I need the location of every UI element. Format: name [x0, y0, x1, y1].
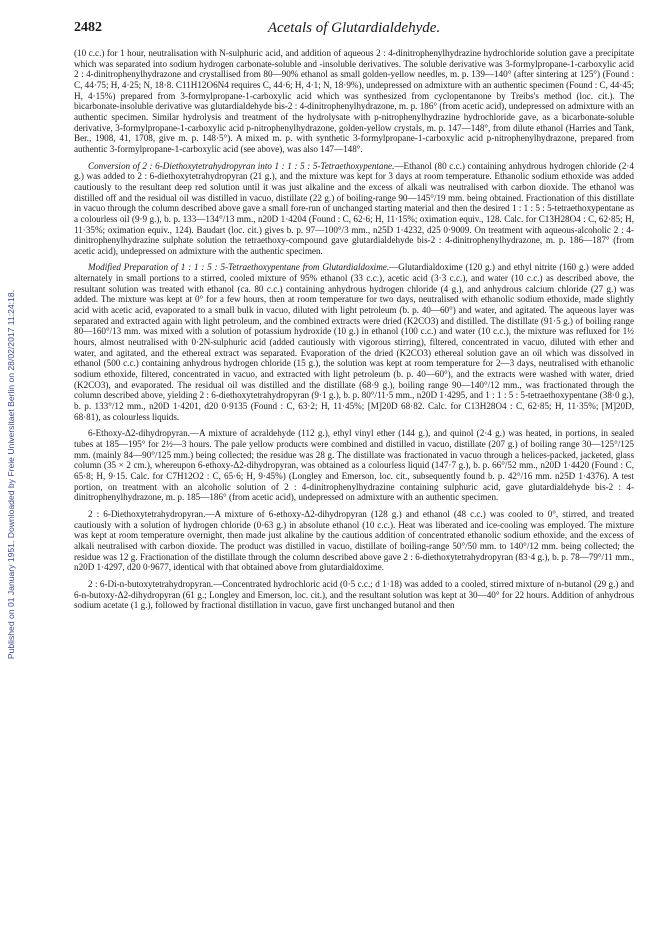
- paragraph-title: Conversion of 2 : 6-Diethoxytetrahydropyran into 1 : 1 : 5 : 5-Tetraethoxypentane.: [88, 160, 395, 171]
- running-title: Acetals of Glutardialdehyde.: [267, 20, 441, 36]
- paragraph-title: 6-Ethoxy-Δ2-dihydropyran.: [88, 428, 190, 439]
- paragraph-ethoxy-dihydropyran: [74, 428, 634, 503]
- paragraph-diethoxytetrahydropyran: [74, 509, 634, 573]
- paragraph-text: —Ethanol (80 c.c.) containing anhydrous hydrogen chloride (2·4 g.) was added to 2 : 6-diethoxytetrahydropyran (21 g.), and the mixture was kept for 3 days at room temperature. Ethanolic sodium ethoxide was added cautiously to the resultant deep red solution until it was just alkaline and the excess of alkali was neutralised with carbon dioxide. The ethanol was distilled off and the residual oil was distilled in vacuo, distillate (22 g.) of boiling-range 90—145°/19 mm. being obtained. Fractionation of this distillate in vacuo through the column described above gave a small fore-run of unchanged starting material and then the desired 1 : 1 : 5 : 5-tetraethoxypentane as a colourless oil (9·9 g.), b. p. 133—134°/13 mm., n20D 1·4204 (Found : C, 62·6; H, 11·15%; oximation equiv., 128. Calc. for C13H28O4 : C, 62·85; H, 11·35%; oximation equiv., 124). Baudart (loc. cit.) gives b. p. 97—100°/3 mm., n25D 1·4232, d25 0·9009. On treatment with aqueous-alcoholic 2 : 4-dinitrophenylhydrazine sulphate solution the tetraethoxy-compound gave glutardialdehyde bis-2 : 4-dinitrophenylhydrazone, m. p. 186—187° (from acetic acid), undepressed on admixture with the authentic specimen.: [74, 160, 634, 256]
- paragraph-conversion: [74, 161, 634, 257]
- paragraph-dibutoxytetrahydropyran: [74, 579, 634, 611]
- page-number: 2482: [74, 20, 102, 35]
- paragraph-modified-preparation: [74, 262, 634, 422]
- paragraph-text: (10 c.c.) for 1 hour, neutralisation with N-sulphuric acid, and addition of aqueous 2 : 4-dinitrophenylhydrazine hydrochloride solution gave a precipitate which was separated into sodium hydrogen carbonate-soluble and -insoluble derivatives. The soluble derivative was 3-formylpropane-1-carboxylic acid 2 : 4-dinitrophenylhydrazone and crystallised from 80—90% ethanol as small golden-yellow needles, m. p. 139—140° (after sintering at 125°) (Found : C, 44·75; H, 4·25; N, 18·8. C11H12O6N4 requires C, 44·6; H, 4·1; N, 18·9%), undepressed on admixture with an authentic specimen (Found : C, 44·45; H, 4·15%) prepared from 3-formylpropane-1-carboxylic acid which was synthesized from cyclopentanone by Treibs's method (loc. cit.). The bicarbonate-insoluble derivative was glutardialdehyde bis-2 : 4-dinitrophenylhydrazone, m. p. 186° (from acetic acid), undepressed on admixture with an authentic specimen. Similar hydrolysis and treatment of the hydrolysate with p-nitrophenylhydrazine hydrochloride gave, as a bicarbonate-soluble derivative, 3-formylpropane-1-carboxylic acid p-nitrophenylhydrazone, golden-yellow crystals, m. p. 147—148°, from dilute ethanol (Harries and Tank, Ber., 1908, 41, 1708, give m. p. 148·5°). A mixed m. p. with synthetic 3-formylpropane-1-carboxylic acid p-nitrophenylhydrazone, prepared from authentic 3-formylpropane-1-carboxylic acid (see above), was also 147—148°.: [74, 48, 635, 154]
- paragraph-text: —Glutardialdoxime (120 g.) and ethyl nitrite (160 g.) were added alternately in small portions to a stirred, cooled mixture of 95% ethanol (33 c.c.), acetic acid (3·3 c.c.), and water (10 c.c.) as described above, the resultant solution was treated with ethanol (ca. 80 c.c.) containing anhydrous hydrogen chloride (4 g.), and anhydrous calcium chloride (27 g.) was added. The mixture was kept at 0° for a few hours, then at room temperature for two days, neutralised with ethanolic sodium ethoxide, made slightly acid with acetic acid, evaporated to a small bulk in vacuo, diluted with light petroleum (b. p. 40—60°) and water, and agitated. The aqueous layer was separated and extracted again with light petroleum, and the combined extracts were dried (K2CO3) and distilled. The distillate (91·5 g.) of boiling range 80—160°/13 mm. was mixed with a solution of potassium hydroxide (10 g.) in ethanol (100 c.c.) and water (10 c.c.), the mixture was refluxed for 1½ hours, almost neutralised with 0·2N-sulphuric acid (added cautiously with vigorous stirring), filtered, concentrated in vacuo, diluted with ether and water, and agitated, and the ethereal extract was separated. Evaporation of the dried (K2CO3) ethereal solution gave an oil which was dissolved in ethanol (500 c.c.) containing anhydrous hydrogen chloride (15 g.), the solution was kept at room temperature for 2—3 days, neutralised with ethanolic sodium ethoxide, filtered, concentrated in vacuo, and extracted with light petroleum (b. p. 40—60°), and the extracts were washed with water, dried (K2CO3), and evaporated. The residual oil was distilled and the distillate (68·9 g.), boiling range 90—140°/12 mm., was fractionated through the column described above, yielding 2 : 6-diethoxytetrahydropyran (9·1 g.), b. p. 80°/11·5 mm., n20D 1·4295, and 1 : 1 : 5 : 5-tetraethoxypentane (38·0 g.), b. p. 133°/12 mm., n20D 1·4201, d20 0·9135 (Found : C, 63·2; H, 11·45%; [M]20D 68·82. Calc. for C13H28O4 : C, 62·85; H, 11·35%; [M]20D, 68·81), as colourless liquids.: [74, 262, 634, 422]
- download-notice-text: Published on 01 January 1951. Downloaded by Freie Universitaet Berlin on 28/02/2017 11:24:18.: [6, 290, 16, 660]
- paragraph-text: —A mixture of 6-ethoxy-Δ2-dihydropyran (128 g.) and ethanol (48 c.c.) was cooled to 0°, stirred, and treated cautiously with a solution of hydrogen chloride (0·63 g.) in absolute ethanol (10 c.c.). Heat was liberated and ice-cooling was employed. The mixture was kept at room temperature overnight, then made just alkaline by the cautious addition of concentrated ethanolic sodium ethoxide, and the excess of alkali neutralised with carbon dioxide. The product was distilled in vacuo, distillate of boiling-range 50°/50 mm. to 140°/12 mm. being collected; the residue was 12 g. Fractionation of the distillate through the column described above gave 2 : 6-diethoxytetrahydropyran (83·4 g.), b. p. 78—79°/11 mm., n20D 1·4297, d20 0·9677, identical with that obtained above from glutardialdoxime.: [74, 508, 634, 573]
- paragraph-title: 2 : 6-Diethoxytetrahydropyran.: [88, 508, 206, 519]
- paragraph-hydrolysis-derivatives: [74, 48, 634, 155]
- paragraph-title: Modified Preparation of 1 : 1 : 5 : 5-Tetraethoxypentane from Glutardialdoxime.: [88, 262, 390, 273]
- download-notice-sidebar: [4, 130, 18, 820]
- page-header: [74, 20, 634, 40]
- paragraph-text: —A mixture of acraldehyde (112 g.), ethyl vinyl ether (144 g.), and quinol (2·4 g.) was heated, in portions, in sealed tubes at 185—195° for 2½—3 hours. The pale yellow products were combined and distilled in vacuo, distillate (207 g.) of boiling range 30—125°/125 mm. (mainly 84—90°/125 mm.) being collected; the residue was 28 g. The distillate was fractionated in vacuo through a helices-packed, jacketed, glass column (35 × 2 cm.), whereupon 6-ethoxy-Δ2-dihydropyran, was obtained as a colourless liquid (147·7 g.), b. p. 66°/52 mm., n20D 1·4420 (Found : C, 65·8; H, 9·15. Calc. for C7H12O2 : C, 65·6; H, 9·45%) (Longley and Emerson, loc. cit., subsequently found b. p. 42°/16 mm. n25D 1·4376). A test portion, on treatment with an alcoholic solution of 2 : 4-dinitrophenylhydrazine containing sulphuric acid, gave glutardialdehyde bis-2 : 4-dinitrophenylhydrazone, m. p. 185—186° (from acetic acid), undepressed on admixture with an authentic specimen.: [74, 428, 634, 503]
- paragraph-title: 2 : 6-Di-n-butoxytetrahydropyran.: [88, 578, 214, 589]
- paragraph-text: —Concentrated hydrochloric acid (0·5 c.c.; d 1·18) was added to a cooled, stirred mixture of n-butanol (29 g.) and 6-n-butoxy-Δ2-dihydropyran (61 g.; Longley and Emerson, loc. cit.), and the resultant solution was kept at 30—40° for 22 hours. Addition of anhydrous sodium acetate (1 g.), followed by fractional distillation in vacuo, gave first unchanged butanol and then: [74, 578, 634, 611]
- journal-page: [74, 20, 634, 617]
